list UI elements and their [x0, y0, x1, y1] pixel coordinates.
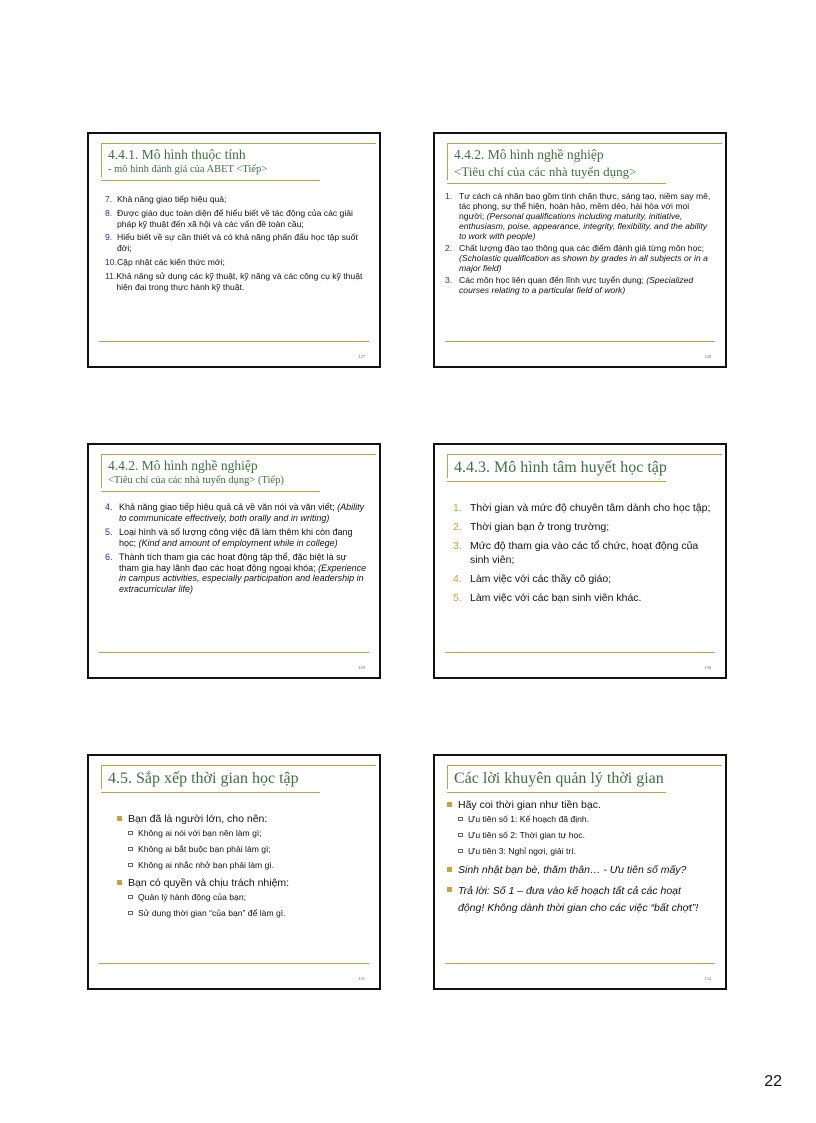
page-number: 22 — [764, 1073, 782, 1090]
list-item: 2. Thời gian bạn ở trong trường; — [453, 521, 610, 533]
slide-page-number: 128 — [704, 354, 711, 359]
slide-page-number: 129 — [358, 665, 365, 670]
sub-bullet-square — [458, 817, 463, 821]
footer-line — [99, 341, 369, 342]
list-item: 7. Khả năng giao tiếp hiệu quả; — [105, 194, 227, 204]
slide-title: 4.4.3. Mô hình tâm huyết học tập — [454, 459, 667, 476]
sub-bullet-square — [458, 833, 463, 837]
slide-title-box — [101, 143, 376, 177]
slide-subtitle: - mô hình đánh giá của ABET <Tiếp> — [108, 164, 268, 175]
bullet-item: Hãy coi thời gian như tiền bạc. — [447, 798, 709, 812]
slide-title-box — [101, 454, 376, 488]
list-item: 11. Khả năng sử dụng các kỹ thuật, kỹ năng và các công cụ kỹ thuật hiện đại trong thực hành kỹ thuật. — [105, 270, 363, 292]
slide-131 — [87, 754, 381, 990]
bullet-square — [447, 802, 452, 807]
slide-content — [105, 502, 369, 595]
list-item: 4. Khả năng giao tiếp hiệu quả cả về văn nói và văn viết; (Ability to communicate effectively, both orally and in writing) — [105, 502, 365, 523]
slide-page-number: 130 — [704, 665, 711, 670]
sub-bullet-square — [128, 831, 133, 835]
slide-content — [453, 501, 715, 605]
slide-title: 4.5. Sắp xếp thời gian học tập — [108, 770, 299, 787]
slide-130 — [433, 443, 727, 679]
list-item: 9. Hiểu biết về sự cần thiết và có khả năng phấn đấu học tập suốt đời; — [105, 232, 358, 254]
footer-line — [445, 341, 715, 342]
sub-bullet-item: Không ai nói với bạn nên làm gì; — [128, 828, 369, 839]
sub-bullet-item: Không ai bắt buộc bạn phải làm gì; — [128, 844, 369, 855]
bullet-item: Bạn đã là người lớn, cho nên: — [117, 812, 369, 826]
bullet-square — [447, 867, 452, 872]
slide-title-box — [447, 765, 722, 789]
footer-line — [445, 963, 715, 964]
list-item: 1. Tư cách cá nhân bao gồm tính chân thực, sáng tạo, niềm say mê, tác phong, sự thể hiện, hoàn hảo, mềm dẻo, hài hòa với mọi người; (Personal qualifications including maturity, initiative, enthusiasm, poise, appearance, integrity, flexibility, and the ability to work with people) — [445, 191, 711, 241]
slide-page-number: 131 — [358, 976, 365, 981]
sub-bullet-item: Quản lý hành động của bạn; — [128, 892, 369, 903]
sub-bullet-square — [128, 895, 133, 899]
slide-title-box — [447, 454, 722, 478]
list-item: 6. Thành tích tham gia các hoạt động tập thể, đặc biệt là sự tham gia hay lãnh đạo các hoạt động ngoại khóa; (Experience in campus activities, especially participation and leadership in extracurricular life) — [105, 551, 367, 595]
bullet-square — [117, 880, 122, 885]
list-item: 3. Các môn học liên quan đến lĩnh vực tuyển dụng; (Specialized courses relating to a particular field of work) — [445, 275, 694, 295]
slide-title: 4.4.2. Mô hình nghề nghiệp — [108, 458, 258, 473]
slide-subtitle: <Tiêu chí của các nhà tuyển dụng> (Tiếp) — [108, 475, 284, 486]
bullet-item: Sinh nhật bạn bè, thăm thân… - Ưu tiên số mấy? — [447, 863, 709, 877]
list-item: 4. Làm việc với các thầy cô giáo; — [453, 573, 612, 585]
slide-title: 4.4.2. Mô hình nghề nghiệp — [454, 147, 604, 162]
sub-bullet-square — [128, 863, 133, 867]
slide-129 — [87, 443, 381, 679]
bullet-item: Trả lời: Số 1 – đưa vào kế hoạch tất cả các hoạt động! Không dành thời gian cho các việc “bất chợt”! — [447, 883, 709, 917]
sub-bullet-item: Không ai nhắc nhở bạn phải làm gì. — [128, 860, 369, 871]
slide-content — [445, 191, 715, 295]
footer-line — [99, 652, 369, 653]
bullet-square — [117, 816, 122, 821]
slide-subtitle: <Tiêu chí của các nhà tuyển dụng> — [454, 164, 637, 179]
slide-title-box — [101, 765, 376, 789]
slide-128 — [433, 132, 727, 368]
list-item: 8. Được giáo dục toàn diện để hiểu biết về tác động của các giải pháp kỹ thuật đến xã hội và các vấn đề toàn cầu; — [105, 207, 353, 229]
slide-content — [105, 194, 369, 292]
list-item: 10. Cập nhật các kiến thức mới; — [105, 256, 225, 267]
slide-content — [447, 798, 709, 917]
list-item: 3. Mức độ tham gia vào các tổ chức, hoạt động của sinh viên; — [453, 540, 699, 566]
sub-bullet-item: Ưu tiên số 2: Thời gian tự học. — [458, 830, 709, 841]
slide-132 — [433, 754, 727, 990]
sub-bullet-square — [128, 911, 133, 915]
bullet-square — [447, 887, 452, 892]
footer-line — [445, 652, 715, 653]
slide-page-number: 127 — [358, 354, 365, 359]
sub-bullet-item: Sử dụng thời gian “của bạn” để làm gì. — [128, 908, 369, 919]
list-item: 5. Làm việc với các bạn sinh viên khác. — [453, 592, 642, 604]
footer-line — [99, 963, 369, 964]
sub-bullet-item: Ưu tiên 3: Nghỉ ngơi, giải trí. — [458, 846, 709, 857]
list-item: 1. Thời gian và mức độ chuyên tâm dành cho học tập; — [453, 502, 711, 514]
slide-127 — [87, 132, 381, 368]
slide-title: 4.4.1. Mô hình thuộc tính — [108, 147, 246, 162]
sub-bullet-square — [128, 847, 133, 851]
list-item: 5. Loại hình và số lượng công việc đã làm thêm khi còn đang học; (Kind and amount of employment while in college) — [105, 526, 353, 548]
slide-content — [117, 812, 369, 924]
list-item: 2. Chất lượng đào tạo thông qua các điểm đánh giá từng môn học; (Scholastic qualification as shown by grades in all subjects or in a major field) — [445, 243, 708, 273]
slide-page-number: 132 — [704, 976, 711, 981]
sub-bullet-item: Ưu tiên số 1: Kế hoạch đã định. — [458, 814, 709, 825]
sub-bullet-square — [458, 849, 463, 853]
bullet-item: Bạn có quyền và chịu trách nhiệm: — [117, 876, 369, 890]
slide-title: Các lời khuyên quản lý thời gian — [454, 770, 664, 787]
slide-title-box — [447, 143, 722, 180]
